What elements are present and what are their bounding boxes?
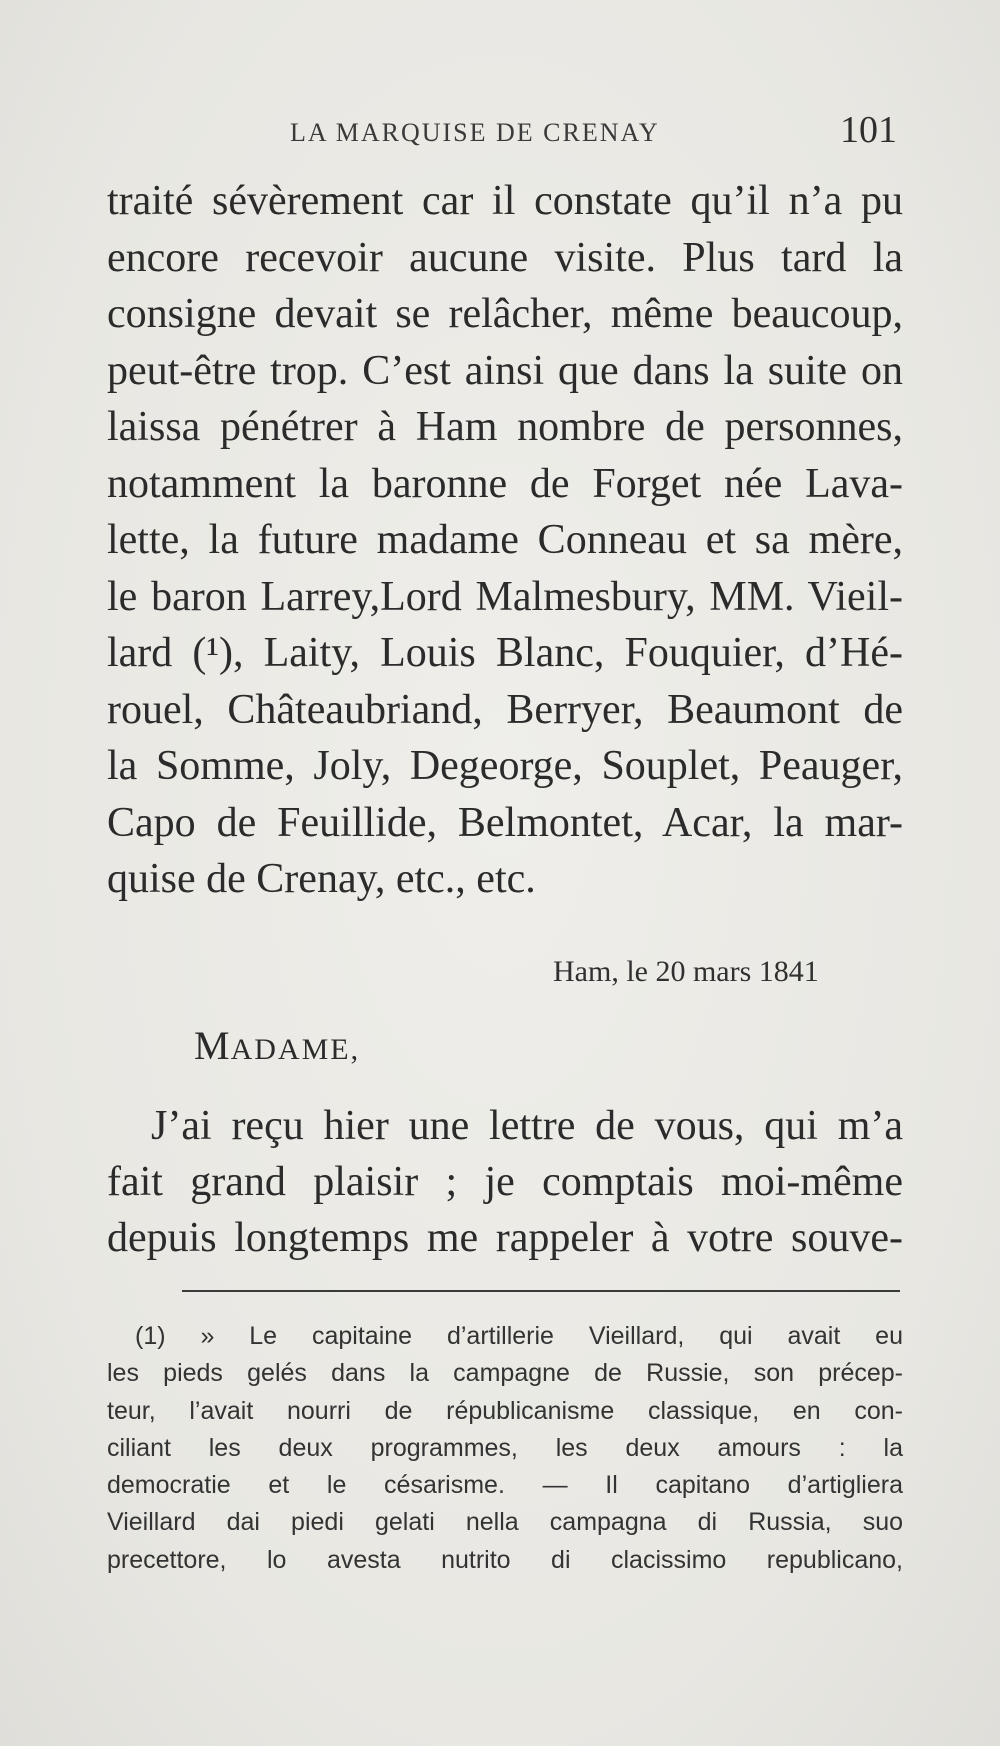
salutation-initial: M bbox=[194, 1023, 231, 1068]
running-title: LA MARQUISE DE CRENAY bbox=[290, 118, 660, 147]
letter-paragraph bbox=[107, 1098, 903, 1266]
body-line: quise de Crenay, etc., etc. bbox=[107, 856, 536, 902]
footnote-line: Vieillard dai piedi gelati nella campagna di Russia, suo bbox=[107, 1508, 903, 1537]
letter-dateline: Ham, le 20 mars 1841 bbox=[553, 955, 819, 988]
footnote-line: ciliant les deux programmes, les deux amours : la bbox=[107, 1433, 903, 1462]
footnote bbox=[107, 1318, 903, 1579]
body-line: lette, la future madame Conneau et sa mère, bbox=[107, 517, 903, 563]
footnote-line: (1) » Le capitaine d’artillerie Vieillard, qui avait eu bbox=[135, 1322, 903, 1350]
body-line: encore recevoir aucune visite. Plus tard la bbox=[107, 234, 903, 281]
footnote-line: democratie et le césarisme. — Il capitano d’artigliera bbox=[107, 1471, 903, 1500]
body-line: lard (¹), Laity, Louis Blanc, Fouquier, d’Hé- bbox=[107, 630, 903, 676]
letter-salutation bbox=[194, 1022, 360, 1069]
footnote-line: precettore, lo avesta nutrito di clacissimo republicano, bbox=[107, 1545, 903, 1574]
body-line: traité sévèrement car il constate qu’il n’a pu bbox=[107, 178, 903, 224]
letter-line: fait grand plaisir ; je comptais moi-même bbox=[107, 1159, 903, 1205]
footnote-rule bbox=[182, 1290, 900, 1292]
footnote-line: les pieds gelés dans la campagne de Russie, son précep- bbox=[107, 1359, 903, 1388]
page-number: 101 bbox=[840, 109, 897, 151]
body-line: consigne devait se relâcher, même beaucoup, bbox=[107, 291, 903, 337]
footnote-line: teur, l’avait nourri de républicanisme classique, en con- bbox=[107, 1396, 903, 1425]
body-line: peut-être trop. C’est ainsi que dans la suite on bbox=[107, 347, 903, 394]
letter-line: depuis longtemps me rappeler à votre souve- bbox=[107, 1215, 903, 1261]
body-line: la Somme, Joly, Degeorge, Souplet, Peauger, bbox=[107, 743, 903, 789]
body-line: le baron Larrey,Lord Malmesbury, MM. Vieil- bbox=[107, 573, 903, 620]
body-line: Capo de Feuillide, Belmontet, Acar, la mar- bbox=[107, 799, 903, 846]
salutation-rest: ADAME, bbox=[230, 1033, 361, 1066]
body-paragraph bbox=[107, 173, 903, 908]
body-line: rouel, Châteaubriand, Berryer, Beaumont de bbox=[107, 686, 903, 733]
letter-line: J’ai reçu hier une lettre de vous, qui m’a bbox=[151, 1103, 903, 1149]
body-line: laissa pénétrer à Ham nombre de personnes, bbox=[107, 404, 903, 450]
body-line: notamment la baronne de Forget née Lava- bbox=[107, 460, 903, 507]
